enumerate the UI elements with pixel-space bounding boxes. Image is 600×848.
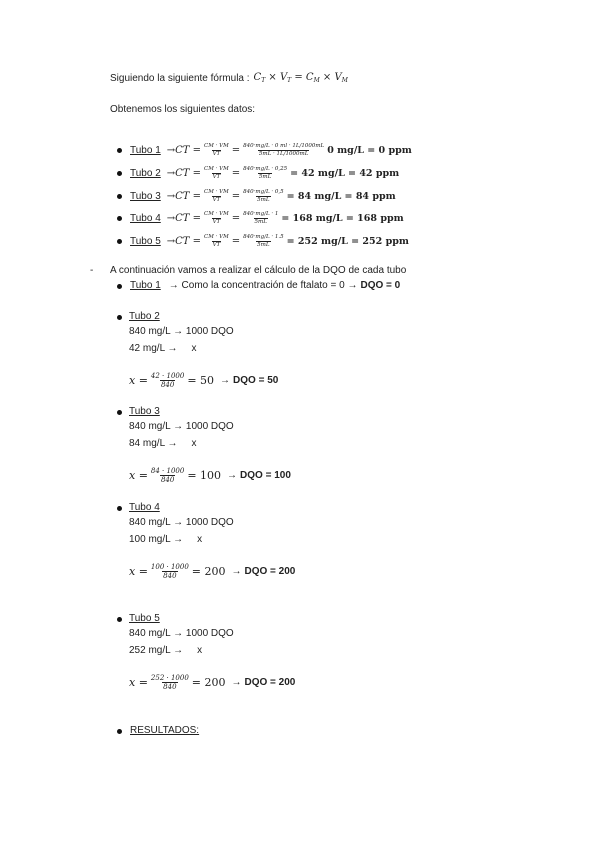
dqo-arrow: →: [227, 469, 238, 481]
ct-frac1-num: CM · VM: [204, 188, 229, 195]
ct-tube-row: [130, 140, 412, 160]
bullet-dqo-tube: [117, 410, 122, 415]
dqo-line2-x: x: [191, 343, 197, 354]
ct-frac1-den: VT: [212, 196, 221, 203]
dqo-tubo1-text: → Como la concentración de ftalato = 0 →: [168, 280, 358, 291]
ct-result: = 84 mg/L = 84 ppm: [286, 190, 396, 202]
dqo-tube-label: Tubo 2: [129, 311, 160, 322]
dqo-result: DQO = 100: [240, 469, 291, 481]
dqo-eq-lhs: x =: [129, 675, 148, 689]
dqo-tube-label: Tubo 4: [129, 502, 160, 513]
ct-tube-label: Tubo 1: [130, 144, 161, 156]
ct-frac2-num: 840·mg/L · 0,25: [243, 165, 288, 172]
ct-frac1-num: CM · VM: [204, 142, 229, 149]
dqo-equation: [129, 671, 295, 693]
ct-frac1-num: CM · VM: [204, 165, 229, 172]
dqo-eq-rhs: = 200: [191, 564, 226, 578]
ct-fraction-values: [242, 189, 284, 204]
ct-result: = 42 mg/L = 42 ppm: [290, 167, 400, 179]
results-label: RESULTADOS:: [130, 725, 200, 736]
dqo-eq-rhs: = 50: [187, 373, 215, 387]
ct-fraction-values: [242, 234, 284, 249]
ct-fraction-formula: [203, 189, 230, 204]
data-intro-text: Obtenemos los siguientes datos:: [110, 104, 256, 115]
dqo-line2-x: x: [191, 438, 197, 449]
ct-fraction-values: [242, 166, 288, 181]
dqo-line2-text: 84 mg/L →: [129, 438, 178, 449]
dqo-frac-den: 840: [163, 682, 177, 691]
bullet-dqo-tube: [117, 315, 122, 320]
ct-lhs: →CT =: [166, 212, 202, 224]
bullet-ct-tube: [117, 148, 122, 153]
ct-result: = 252 mg/L = 252 ppm: [286, 235, 409, 247]
dqo-line2-text: 252 mg/L →: [129, 645, 184, 656]
ct-frac2-num: 840·mg/L · 1.5: [243, 233, 284, 240]
dqo-eq-lhs: x =: [129, 564, 148, 578]
ct-tube-label: Tubo 5: [130, 235, 161, 247]
dqo-ratio-line2: [129, 643, 295, 658]
dqo-eq-lhs: x =: [129, 373, 148, 387]
bullet-ct-tube: [117, 239, 122, 244]
dqo-ratio-line2: [129, 436, 291, 451]
bullet-ct-tube: [117, 171, 122, 176]
ct-fraction-formula: [203, 143, 230, 158]
dqo-frac-den: 840: [163, 571, 177, 580]
ct-frac1-den: VT: [212, 173, 221, 180]
dqo-arrow: →: [220, 374, 231, 386]
bullet-tubo1: [117, 284, 122, 289]
dqo-equation: [129, 369, 278, 391]
ct-fraction-values: [242, 211, 279, 226]
ct-lhs: →CT =: [166, 144, 202, 156]
dqo-ratio-line1: 840 mg/L → 1000 DQO: [129, 421, 234, 432]
ct-tube-row: [130, 163, 399, 183]
ct-frac1-den: VT: [212, 218, 221, 225]
formula-line: [110, 72, 348, 84]
dqo-line2-x: x: [197, 645, 203, 656]
dqo-tube-block: [129, 406, 291, 486]
ct-tube-label: Tubo 2: [130, 167, 161, 179]
ct-frac2-den: 5mL: [258, 173, 272, 180]
ct-fraction-values: [242, 143, 325, 158]
dqo-line2-text: 100 mg/L →: [129, 534, 184, 545]
ct-frac2-den: 5mL · 1L/1000mL: [258, 150, 309, 157]
equals-sign: =: [231, 144, 241, 156]
ct-frac1-den: VT: [212, 241, 221, 248]
dqo-frac-num: 252 · 1000: [150, 673, 189, 682]
bullet-ct-tube: [117, 216, 122, 221]
ct-tube-row: [130, 208, 404, 228]
dqo-result: DQO = 200: [244, 565, 296, 577]
dqo-line2-text: 42 mg/L →: [129, 343, 178, 354]
ct-tube-row: [130, 186, 396, 206]
dqo-frac-den: 840: [160, 475, 175, 484]
ct-lhs: →CT =: [166, 235, 202, 247]
dqo-frac-den: 840: [160, 380, 175, 389]
dqo-tubo1-result: DQO = 0: [360, 280, 401, 291]
dqo-result: DQO = 50: [233, 374, 279, 386]
dqo-tube-block: [129, 502, 295, 582]
dqo-ratio-line2: [129, 532, 295, 547]
ct-frac2-num: 840·mg/L · 0,5: [243, 188, 284, 195]
dqo-tubo1-label: Tubo 1: [130, 280, 161, 291]
dqo-frac-num: 42 · 1000: [150, 371, 185, 380]
dqo-fraction: [150, 674, 190, 691]
ct-fraction-formula: [203, 234, 230, 249]
dqo-tube-block: [129, 311, 278, 391]
equals-sign: =: [231, 167, 241, 179]
dqo-ratio-line2: [129, 341, 278, 356]
ct-frac2-den: 5mL: [257, 241, 270, 248]
ct-frac1-num: CM · VM: [204, 233, 229, 240]
ct-frac2-num: 840·mg/L · 0 ml · 1L/1000mL: [243, 142, 325, 149]
equals-sign: =: [231, 212, 241, 224]
ct-tube-label: Tubo 3: [130, 190, 161, 202]
dqo-ratio-line1: 840 mg/L → 1000 DQO: [129, 628, 234, 639]
ct-frac2-den: 5mL: [254, 218, 267, 225]
dqo-eq-rhs: = 200: [191, 675, 226, 689]
dqo-arrow: →: [231, 565, 242, 577]
ct-fraction-formula: [203, 211, 230, 226]
bullet-results: [117, 729, 122, 734]
equals-sign: =: [231, 190, 241, 202]
dqo-tube-block: [129, 613, 295, 693]
equals-sign: =: [231, 235, 241, 247]
dqo-fraction: [150, 467, 185, 484]
dqo-equation: [129, 464, 291, 486]
dqo-fraction: [150, 372, 185, 389]
dqo-tube-label: Tubo 5: [129, 613, 160, 624]
dqo-fraction: [150, 563, 190, 580]
ct-frac1-num: CM · VM: [204, 210, 229, 217]
dqo-eq-rhs: = 100: [187, 468, 222, 482]
bullet-ct-tube: [117, 194, 122, 199]
dqo-result: DQO = 200: [244, 676, 296, 688]
dqo-tubo1-line: [130, 280, 400, 291]
formula-intro-text: Siguiendo la siguiente fórmula :: [110, 72, 250, 84]
ct-frac2-num: 840·mg/L · 1: [243, 210, 279, 217]
ct-frac2-den: 5mL: [257, 196, 270, 203]
ct-lhs: →CT =: [166, 167, 202, 179]
dqo-frac-num: 100 · 1000: [150, 562, 189, 571]
ct-result: = 168 mg/L = 168 ppm: [281, 212, 404, 224]
ct-frac1-den: VT: [212, 150, 221, 157]
ct-fraction-formula: [203, 166, 230, 181]
dqo-line2-x: x: [197, 534, 203, 545]
dqo-eq-lhs: x =: [129, 468, 148, 482]
ct-result: 0 mg/L = 0 ppm: [327, 144, 412, 156]
dqo-arrow: →: [231, 676, 242, 688]
bullet-dqo-tube: [117, 506, 122, 511]
bullet-dqo-tube: [117, 617, 122, 622]
dqo-frac-num: 84 · 1000: [150, 466, 185, 475]
ct-tube-label: Tubo 4: [130, 212, 161, 224]
dqo-ratio-line1: 840 mg/L → 1000 DQO: [129, 517, 234, 528]
dqo-ratio-line1: 840 mg/L → 1000 DQO: [129, 326, 234, 337]
dash-marker: -: [90, 265, 94, 276]
formula-math: $C_T \times V_T = C_M \times V_M$: [253, 72, 348, 84]
dqo-heading: A continuación vamos a realizar el cálculo de la DQO de cada tubo: [110, 265, 407, 276]
ct-lhs: →CT =: [166, 190, 202, 202]
ct-tube-row: [130, 231, 409, 251]
dqo-tube-label: Tubo 3: [129, 406, 160, 417]
dqo-equation: [129, 560, 295, 582]
